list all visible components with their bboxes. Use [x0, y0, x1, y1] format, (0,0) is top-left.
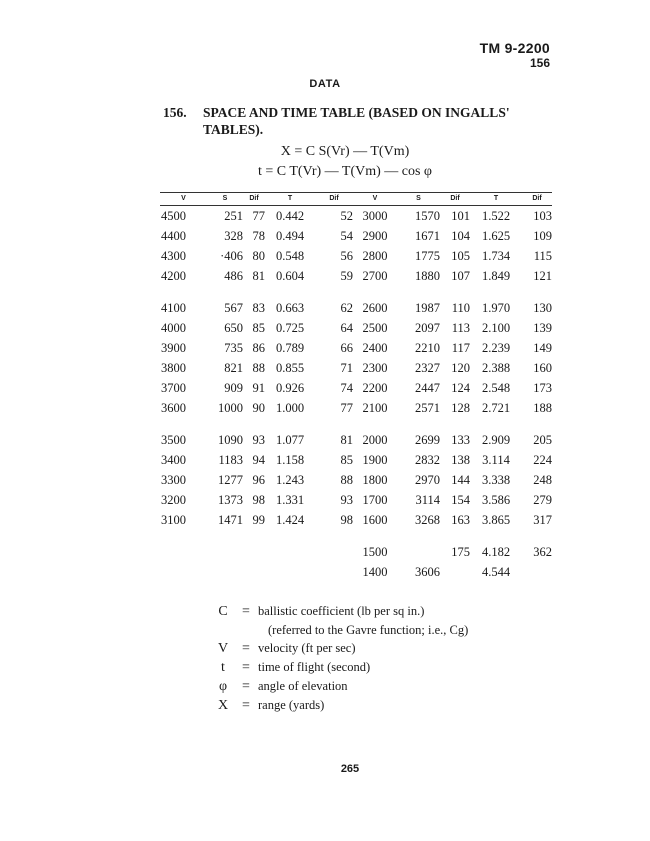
table-cell: 1.158	[275, 452, 305, 467]
table-row	[160, 206, 552, 227]
table-cell: 4500	[161, 208, 186, 223]
table-cell: 1775	[415, 248, 440, 263]
legend-row	[212, 602, 468, 621]
legend-symbol: φ	[218, 679, 228, 694]
table-row	[160, 318, 552, 338]
table-cell: 4300	[161, 248, 186, 263]
table-cell: 163	[451, 512, 470, 527]
table-cell: 1700	[362, 492, 388, 507]
table-cell: 0.855	[275, 360, 305, 375]
table-cell: 54	[340, 228, 353, 243]
table-cell: 1373	[218, 492, 243, 507]
table-cell: 96	[252, 472, 265, 487]
column-header: Dif	[315, 193, 353, 206]
table-cell: 0.442	[275, 208, 305, 223]
table-cell: 52	[340, 208, 353, 223]
table-cell: 3000	[362, 208, 388, 223]
table-cell: 138	[451, 452, 470, 467]
table-cell: 98	[252, 492, 265, 507]
table-cell: 74	[340, 380, 353, 395]
table-cell: 328	[224, 228, 243, 243]
table-cell: 64	[340, 320, 353, 335]
legend-text: time of flight (second)	[258, 660, 371, 674]
table-cell: ·406	[220, 248, 243, 263]
table-cell: 160	[533, 360, 552, 375]
table-cell	[315, 562, 353, 582]
table-cell: 130	[533, 300, 552, 315]
section-heading	[163, 104, 563, 138]
table-cell: 98	[340, 512, 353, 527]
legend-equals: =	[242, 660, 250, 675]
table-cell: 80	[252, 248, 265, 263]
table-cell: 1.077	[275, 432, 305, 447]
table-cell: 173	[533, 380, 552, 395]
table-cell: 1183	[218, 452, 243, 467]
table-cell: 362	[533, 544, 552, 559]
table-cell: 1.522	[481, 208, 511, 223]
table-row	[160, 298, 552, 318]
table-cell: 78	[252, 228, 265, 243]
group-spacer	[160, 418, 552, 430]
legend-text: angle of elevation	[258, 679, 348, 693]
table-cell: 81	[340, 432, 353, 447]
column-header: T	[470, 193, 522, 206]
table-cell: 2900	[362, 228, 388, 243]
legend-text: ballistic coefficient (lb per sq in.)	[258, 604, 425, 618]
table-cell: 1.331	[275, 492, 305, 507]
table-cell: 4000	[161, 320, 186, 335]
table-cell: 113	[451, 320, 470, 335]
table-cell: 4100	[161, 300, 186, 315]
table-cell: 2300	[362, 360, 388, 375]
table-cell: 2.100	[481, 320, 511, 335]
table-cell: 3900	[161, 340, 186, 355]
table-header-row	[160, 193, 552, 206]
table-cell: 2.388	[481, 360, 511, 375]
column-header: V	[160, 193, 207, 206]
group-spacer	[160, 286, 552, 298]
table-cell: 2097	[415, 320, 440, 335]
table-cell	[243, 562, 265, 582]
legend-equals: =	[242, 698, 250, 713]
table-cell: 4400	[161, 228, 186, 243]
table-cell: 1.734	[481, 248, 511, 263]
table-cell: 735	[224, 340, 243, 355]
table-cell: 205	[533, 432, 552, 447]
legend-row	[212, 639, 468, 658]
symbol-legend	[212, 602, 468, 715]
table-cell: 77	[340, 400, 353, 415]
table-cell: 77	[252, 208, 265, 223]
table-row	[160, 378, 552, 398]
legend-note: (referred to the Gavre function; i.e., Cg)	[268, 623, 469, 637]
table-cell: 2600	[362, 300, 388, 315]
column-header: Dif	[243, 193, 265, 206]
table-cell	[522, 562, 552, 582]
table-cell: 0.604	[275, 268, 305, 283]
table-cell: 71	[340, 360, 353, 375]
table-cell: 149	[533, 340, 552, 355]
table-cell: 1570	[415, 208, 440, 223]
table-cell: 110	[451, 300, 470, 315]
table-cell	[397, 542, 440, 562]
page-reference: 156	[529, 56, 550, 70]
table-cell: 1900	[362, 452, 388, 467]
table-cell	[160, 542, 207, 562]
table-cell: 567	[224, 300, 243, 315]
table-cell: 3800	[161, 360, 186, 375]
table-cell: 2700	[362, 268, 388, 283]
table-cell: 2800	[362, 248, 388, 263]
table-cell	[440, 562, 470, 582]
table-cell: 3200	[161, 492, 186, 507]
table-cell: 91	[252, 380, 265, 395]
table-row	[160, 398, 552, 418]
column-header: S	[207, 193, 243, 206]
table-cell: 83	[252, 300, 265, 315]
table-cell: 115	[533, 248, 552, 263]
table-cell: 88	[340, 472, 353, 487]
table-cell: 128	[451, 400, 470, 415]
table-cell: 105	[451, 248, 470, 263]
table-cell: 2500	[362, 320, 388, 335]
table-cell: 1.424	[275, 512, 305, 527]
table-cell: 2.909	[481, 432, 511, 447]
table-cell: 2832	[415, 452, 440, 467]
table-cell: 2327	[415, 360, 440, 375]
table-row	[160, 246, 552, 266]
table-cell: 0.663	[275, 300, 305, 315]
table-cell: 1277	[218, 472, 243, 487]
table-cell: 85	[340, 452, 353, 467]
table-cell: 248	[533, 472, 552, 487]
table-cell: 62	[340, 300, 353, 315]
legend-symbol: X	[217, 698, 229, 713]
table-cell: 3.114	[482, 452, 510, 467]
table-cell: 144	[451, 472, 470, 487]
table-cell	[265, 562, 315, 582]
table-cell: 1.849	[481, 268, 511, 283]
table-cell	[243, 542, 265, 562]
legend-equals: =	[242, 679, 250, 694]
legend-symbol: t	[221, 660, 225, 675]
table-cell: 3500	[161, 432, 186, 447]
table-cell: 0.789	[275, 340, 305, 355]
table-cell: 1400	[362, 564, 388, 579]
table-row	[160, 266, 552, 286]
table-cell: 66	[340, 340, 353, 355]
table-cell: 2400	[362, 340, 388, 355]
table-cell: 94	[252, 452, 265, 467]
table-cell	[207, 562, 243, 582]
section-number: 156.	[163, 105, 187, 120]
table-row	[160, 338, 552, 358]
table-cell: 2200	[362, 380, 388, 395]
table-cell: 1600	[362, 512, 388, 527]
table-cell: 0.494	[275, 228, 305, 243]
table-cell: 99	[252, 512, 265, 527]
legend-text: velocity (ft per sec)	[258, 641, 356, 655]
table-cell: 1000	[218, 400, 243, 415]
table-cell: 85	[252, 320, 265, 335]
table-cell: 86	[252, 340, 265, 355]
table-cell: 81	[252, 268, 265, 283]
table-cell: 1.243	[275, 472, 305, 487]
table-body	[160, 206, 552, 583]
space-time-table	[160, 192, 552, 582]
table-cell: 2210	[415, 340, 440, 355]
legend-symbol: V	[217, 641, 229, 656]
table-cell: 93	[252, 432, 265, 447]
table-cell: 1.000	[275, 400, 305, 415]
table-cell: 224	[533, 452, 552, 467]
column-header: Dif	[522, 193, 552, 206]
column-header: Dif	[440, 193, 470, 206]
table-cell: 1800	[362, 472, 388, 487]
table-cell: 88	[252, 360, 265, 375]
table-cell: 3268	[415, 512, 440, 527]
table-cell: 3400	[161, 452, 186, 467]
legend-row	[212, 696, 468, 715]
range-formula: X = C S(Vr) — T(Vm)	[280, 144, 410, 159]
table-cell: 1090	[218, 432, 243, 447]
table-cell: 104	[451, 228, 470, 243]
table-row	[160, 226, 552, 246]
table-cell: 0.725	[275, 320, 305, 335]
table-cell: 121	[533, 268, 552, 283]
table-cell: 4.182	[481, 544, 511, 559]
table-cell: 117	[451, 340, 470, 355]
table-cell: 0.548	[275, 248, 305, 263]
table-cell: 486	[224, 268, 243, 283]
table-cell: 3.338	[481, 472, 511, 487]
table-cell: 3114	[415, 492, 440, 507]
table-row	[160, 490, 552, 510]
table-cell: 2100	[362, 400, 388, 415]
legend-equals: =	[242, 604, 250, 619]
table-cell: 2447	[415, 380, 440, 395]
table-cell: 3606	[415, 564, 440, 579]
column-header: S	[397, 193, 440, 206]
section-title-line2: TABLES).	[203, 122, 264, 137]
section-label: DATA	[309, 78, 341, 90]
table-cell: 1471	[218, 512, 243, 527]
table-cell: 4.544	[481, 564, 511, 579]
table-cell: 154	[451, 492, 470, 507]
table-cell	[160, 562, 207, 582]
column-header: T	[265, 193, 315, 206]
table-cell: 109	[533, 228, 552, 243]
table-row	[160, 358, 552, 378]
table-cell	[315, 542, 353, 562]
table-cell: 650	[224, 320, 243, 335]
table-cell: 3100	[161, 512, 186, 527]
table-cell: 2.548	[481, 380, 511, 395]
table-cell: 317	[533, 512, 552, 527]
table-row	[160, 450, 552, 470]
table-cell: 175	[451, 544, 470, 559]
table-cell: 1.970	[481, 300, 511, 315]
table-cell: 2000	[362, 432, 388, 447]
table-cell: 821	[224, 360, 243, 375]
table-cell: 188	[533, 400, 552, 415]
table-row	[160, 430, 552, 450]
table-cell: 2571	[415, 400, 440, 415]
table-cell: 59	[340, 268, 353, 283]
table-cell: 0.926	[275, 380, 305, 395]
table-cell	[207, 542, 243, 562]
page-number: 265	[340, 763, 360, 775]
manual-id: TM 9-2200	[479, 40, 550, 56]
table-cell: 4200	[161, 268, 186, 283]
table-cell: 133	[451, 432, 470, 447]
table-cell: 3700	[161, 380, 186, 395]
table-cell: 2970	[415, 472, 440, 487]
table-cell: 1.625	[481, 228, 511, 243]
table-cell: 1500	[362, 544, 388, 559]
table-cell: 2.239	[481, 340, 511, 355]
table-cell: 107	[451, 268, 470, 283]
table-cell: 3.865	[481, 512, 511, 527]
table-cell: 279	[533, 492, 552, 507]
table-row	[160, 510, 552, 530]
table-cell: 93	[340, 492, 353, 507]
table-cell: 124	[451, 380, 470, 395]
table-cell: 3.586	[481, 492, 511, 507]
table-cell: 3300	[161, 472, 186, 487]
table-cell: 3600	[161, 400, 186, 415]
table-cell: 251	[224, 208, 243, 223]
table-cell: 2699	[415, 432, 440, 447]
table-cell: 103	[533, 208, 552, 223]
legend-symbol: C	[218, 604, 228, 619]
table-cell: 120	[451, 360, 470, 375]
table-row	[160, 470, 552, 490]
table-cell: 101	[451, 208, 470, 223]
table-cell: 1987	[415, 300, 440, 315]
table-cell: 909	[224, 380, 243, 395]
table-cell: 2.721	[481, 400, 511, 415]
table-cell: 139	[533, 320, 552, 335]
table-cell: 56	[340, 248, 353, 263]
section-title-line1: SPACE AND TIME TABLE (BASED ON INGALLS'	[203, 105, 510, 120]
time-formula: t = C T(Vr) — T(Vm) — cos φ	[257, 164, 433, 179]
table-cell: 1671	[415, 228, 440, 243]
table-cell: 1880	[415, 268, 440, 283]
table-cell	[265, 542, 315, 562]
legend-row	[212, 677, 468, 696]
legend-text: range (yards)	[258, 698, 325, 712]
table-row	[160, 542, 552, 562]
legend-equals: =	[242, 641, 250, 656]
table-cell: 90	[252, 400, 265, 415]
legend-row	[212, 658, 468, 677]
table-row	[160, 562, 552, 582]
group-spacer	[160, 530, 552, 542]
column-header: V	[353, 193, 397, 206]
